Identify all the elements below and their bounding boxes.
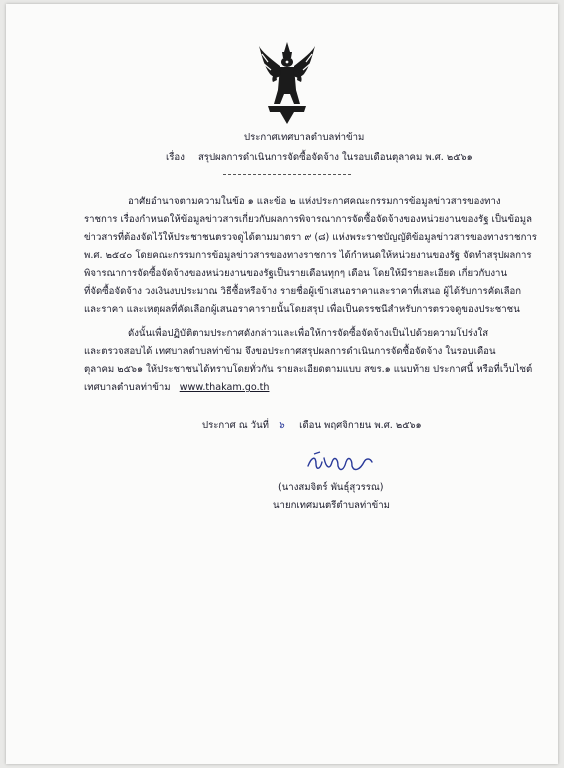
- announce-day: ๖: [278, 420, 285, 431]
- paragraph-1-line: ข่าวสารที่ต้องจัดไว้ให้ประชาชนตรวจดูได้ตามมาตรา ๙ (๘) แห่งพระราชบัญญัติข้อมูลข่าวสารของทางราชการ: [84, 232, 537, 243]
- paragraph-2-line: [84, 382, 269, 394]
- subject-line: [166, 152, 473, 164]
- document-page: [6, 4, 558, 764]
- paragraph-2-line: ตุลาคม ๒๕๖๑ ให้ประชาชนได้ทราบโดยทั่วกัน รายละเอียดตามแบบ สขร.๑ แนบท้าย ประกาศนี้ หรือที่เว็บไซต์: [84, 364, 533, 375]
- paragraph-2-line: และตรวจสอบได้ เทศบาลตำบลท่าข้าม จึงขอประกาศสรุปผลการดำเนินการจัดซื้อจัดจ้าง ในรอบเดือน: [84, 346, 496, 357]
- paragraph-2-line: ดังนั้นเพื่อปฏิบัติตามประกาศดังกล่าวและเพื่อให้การจัดซื้อจัดจ้างเป็นไปด้วยความโปร่งใส: [128, 328, 489, 339]
- paragraph-1-line: ที่จัดซื้อจัดจ้าง วงเงินงบประมาณ วิธีซื้อหรือจ้าง รายชื่อผู้เข้าเสนอราคาและราคาที่เสนอ ผู้ได้รับการคัดเลือก: [84, 286, 522, 297]
- announcement-title: ประกาศเทศบาลตำบลท่าข้าม: [244, 132, 365, 143]
- signatory-position: นายกเทศมนตรีตำบลท่าข้าม: [273, 500, 390, 511]
- paragraph-1-line: และราคา และเหตุผลที่คัดเลือกผู้เสนอราคารายนั้นโดยสรุป เพื่อเป็นดรรชนีสำหรับการตรวจดูของประชาชน: [84, 304, 520, 315]
- paragraph-1-line: ราชการ เรื่องกำหนดให้ข้อมูลข่าวสารเกี่ยวกับผลการพิจารณาการจัดซื้อจัดจ้างของหน่วยงานของรัฐ เป็นข้อมูล: [84, 214, 533, 225]
- paragraph-1-line: พิจารณาการจัดซื้อจัดจ้างของหน่วยงานของรัฐเป็นรายเดือนทุกๆ เดือน โดยให้มีรายละเอียด เกี่ยวกับงาน: [84, 268, 507, 279]
- paragraph-1-line: พ.ศ. ๒๕๔๐ โดยคณะกรรมการข้อมูลข่าวสารของทางราชการ ได้กำหนดให้หน่วยงานของรัฐ จัดทำสรุปผลการ: [84, 250, 532, 261]
- paragraph-2-last-text: เทศบาลตำบลท่าข้าม: [84, 382, 171, 393]
- garuda-emblem: [258, 40, 316, 124]
- paragraph-1-line: อาศัยอำนาจตามความในข้อ ๑ และข้อ ๒ แห่งประกาศคณะกรรมการข้อมูลข่าวสารของทาง: [128, 196, 501, 207]
- announce-prefix: ประกาศ ณ วันที่: [202, 420, 269, 431]
- header-divider: [223, 174, 351, 175]
- signatory-name: (นางสมจิตร์ พันธุ์สุวรรณ): [278, 482, 384, 493]
- website-link[interactable]: www.thakam.go.th: [179, 382, 270, 393]
- announce-date-line: [202, 420, 422, 432]
- subject-label: เรื่อง: [166, 152, 185, 163]
- handwritten-signature: [304, 448, 376, 478]
- announce-month-year: เดือน พฤศจิกายน พ.ศ. ๒๕๖๑: [299, 420, 422, 431]
- subject-text: สรุปผลการดำเนินการจัดซื้อจัดจ้าง ในรอบเดือนตุลาคม พ.ศ. ๒๕๖๑: [197, 152, 473, 163]
